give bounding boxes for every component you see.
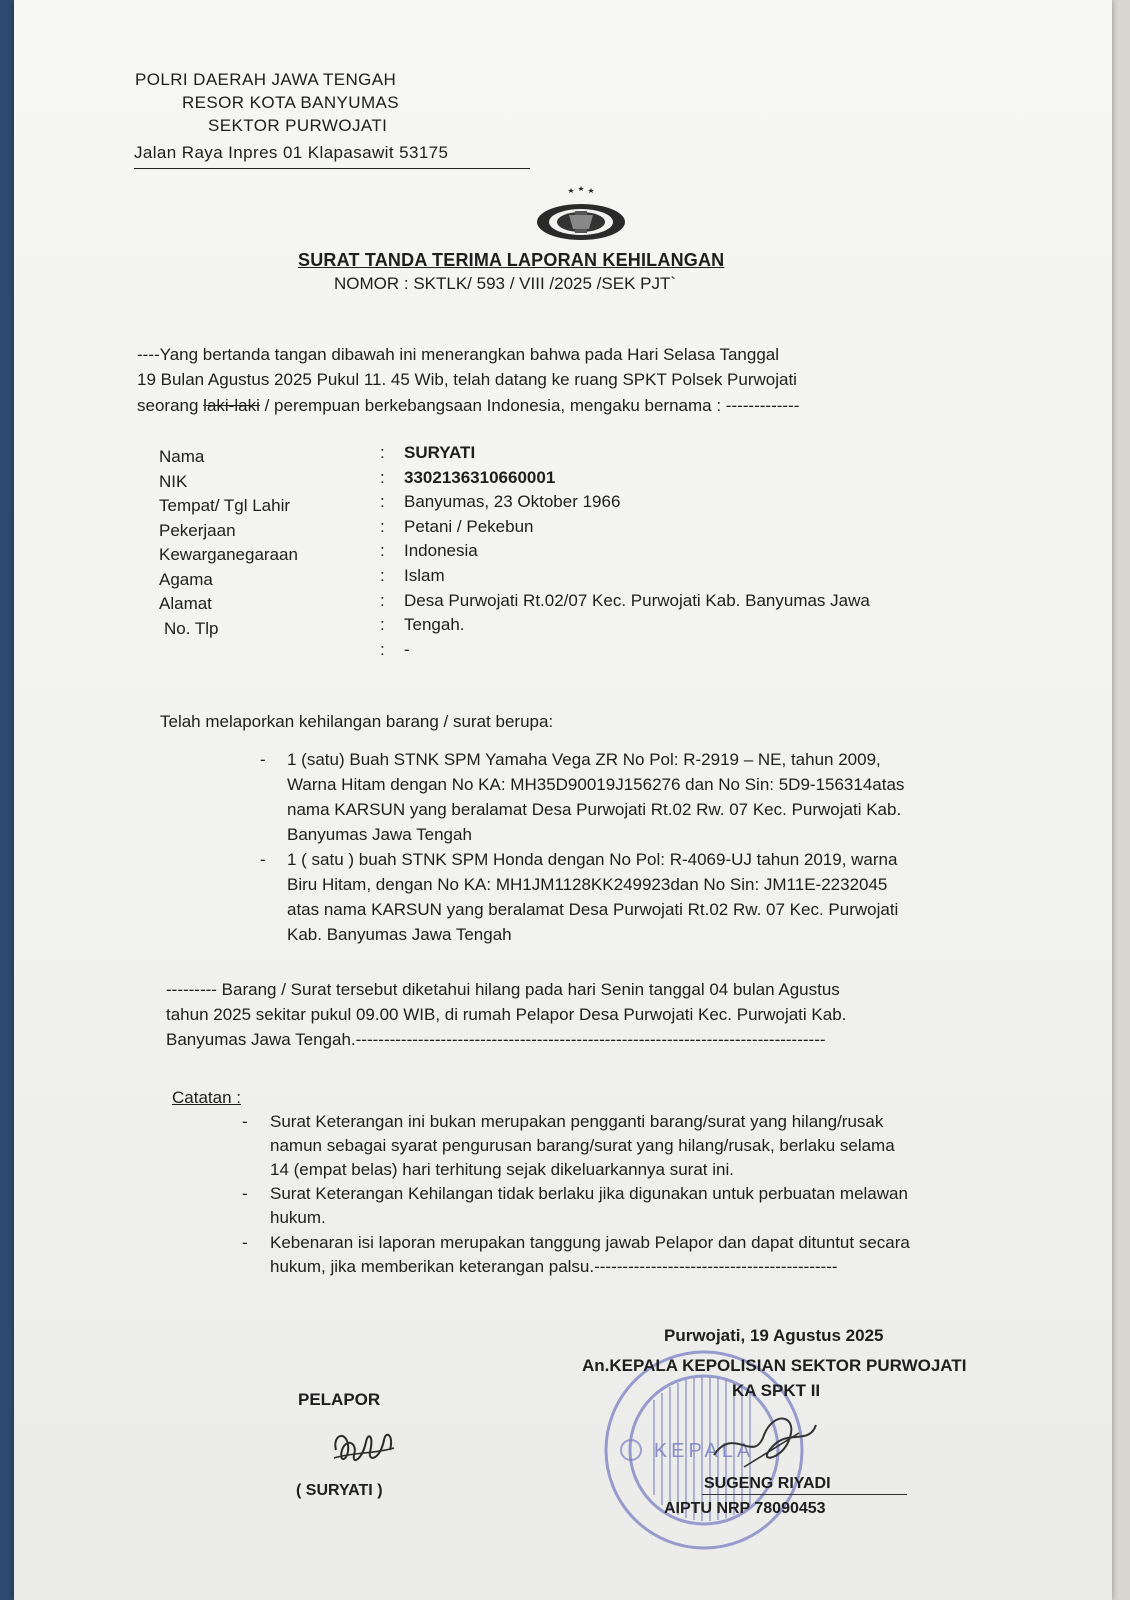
item1-line-3: nama KARSUN yang beralamat Desa Purwojati Rt.02 Rw. 07 Kec. Purwojati Kab.	[287, 800, 902, 819]
header-line-1: POLRI DAERAH JAWA TENGAH	[135, 70, 397, 89]
note1-line-1: Surat Keterangan ini bukan merupakan pengganti barang/surat yang hilang/rusak	[270, 1112, 884, 1131]
label-kewarganegaraan: Kewarganegaraan	[159, 545, 298, 564]
bullet: -	[242, 1112, 248, 1131]
header-underline	[134, 168, 530, 169]
label-nama: Nama	[159, 447, 205, 466]
bullet: -	[260, 850, 266, 869]
signatory-position: KA SPKT II	[732, 1381, 821, 1400]
note3-line-2: hukum, jika memberikan keterangan palsu.-------------------------------------------	[270, 1257, 838, 1276]
intro-line-3-start: seorang	[137, 396, 204, 415]
header-address: Jalan Raya Inpres 01 Klapasawit 53175	[134, 143, 449, 162]
officer-rank-nrp: AIPTU NRP 78090453	[664, 1500, 826, 1517]
item1-line-1: 1 (satu) Buah STNK SPM Yamaha Vega ZR No Pol: R-2919 – NE, tahun 2009,	[287, 750, 881, 769]
colon: :	[380, 566, 385, 585]
note1-line-2: namun sebagai syarat pengurusan barang/surat yang hilang/rusak, berlaku selama	[270, 1136, 895, 1155]
note2-line-1: Surat Keterangan Kehilangan tidak berlaku jika digunakan untuk perbuatan melawan	[270, 1184, 908, 1203]
item2-line-2: Biru Hitam, dengan No KA: MH1JM1128KK249923dan No Sin: JM11E-2232045	[287, 875, 888, 894]
colon: :	[380, 468, 385, 487]
officer-signature	[704, 1405, 824, 1475]
reporter-name: ( SURYATI )	[296, 1482, 383, 1499]
label-agama: Agama	[159, 570, 213, 589]
intro-line-1: ----Yang bertanda tangan dibawah ini menerangkan bahwa pada Hari Selasa Tanggal	[137, 345, 780, 364]
note1-line-3: 14 (empat belas) hari terhitung sejak dikeluarkannya surat ini.	[270, 1160, 734, 1179]
header-line-3: SEKTOR PURWOJATI	[208, 116, 388, 135]
label-ttl: Tempat/ Tgl Lahir	[159, 496, 291, 515]
value-agama: Islam	[404, 566, 445, 585]
lost-info-line-1: --------- Barang / Surat tersebut diketahui hilang pada hari Senin tanggal 04 bulan Agustus	[166, 980, 840, 999]
place-date: Purwojati, 19 Agustus 2025	[664, 1326, 884, 1345]
document-number: NOMOR : SKTLK/ 593 / VIII /2025 /SEK PJT`	[334, 274, 677, 293]
intro-line-3	[137, 396, 799, 416]
colon: :	[380, 517, 385, 536]
colon: :	[380, 640, 385, 659]
value-kewarganegaraan: Indonesia	[404, 541, 478, 560]
notes-heading: Catatan :	[172, 1088, 241, 1107]
struck-gender: laki-laki	[203, 396, 260, 415]
value-alamat-2: Tengah.	[404, 615, 465, 634]
colon: :	[380, 541, 385, 560]
note3-line-1: Kebenaran isi laporan merupakan tanggung jawab Pelapor dan dapat dituntut secara	[270, 1233, 910, 1252]
intro-line-3-end: / perempuan berkebangsaan Indonesia, mengaku bernama : -------------	[259, 396, 800, 415]
value-nik: 3302136310660001	[404, 468, 556, 487]
reporter-signature	[324, 1420, 404, 1475]
letter-paper	[14, 0, 1112, 1600]
header-line-2: RESOR KOTA BANYUMAS	[182, 93, 399, 112]
stamp-text: KEPALA	[653, 1440, 755, 1462]
officer-name-underline	[702, 1494, 907, 1495]
bullet: -	[242, 1184, 248, 1203]
label-pekerjaan: Pekerjaan	[159, 521, 236, 540]
bullet: -	[242, 1233, 248, 1252]
item2-line-4: Kab. Banyumas Jawa Tengah	[287, 925, 512, 944]
label-nik: NIK	[159, 472, 188, 491]
reporter-label: PELAPOR	[298, 1390, 381, 1409]
lost-info-line-3: Banyumas Jawa Tengah.-----------------------------------------------------------------------------------	[166, 1030, 826, 1049]
item1-line-2: Warna Hitam dengan No KA: MH35D90019J156276 dan No Sin: 5D9-156314atas	[287, 775, 905, 794]
colon: :	[380, 443, 385, 462]
label-alamat: Alamat	[159, 594, 212, 613]
intro-line-2: 19 Bulan Agustus 2025 Pukul 11. 45 Wib, telah datang ke ruang SPKT Polsek Purwojati	[137, 370, 797, 389]
police-emblem-icon	[529, 185, 629, 247]
value-no-tlp: -	[404, 640, 410, 659]
colon: :	[380, 492, 385, 511]
value-ttl: Banyumas, 23 Oktober 1966	[404, 492, 621, 511]
bullet: -	[260, 750, 266, 769]
value-alamat-1: Desa Purwojati Rt.02/07 Kec. Purwojati Kab. Banyumas Jawa	[404, 591, 870, 610]
document-title: SURAT TANDA TERIMA LAPORAN KEHILANGAN	[298, 250, 725, 270]
item2-line-1: 1 ( satu ) buah STNK SPM Honda dengan No Pol: R-4069-UJ tahun 2019, warna	[287, 850, 898, 869]
colon: :	[380, 591, 385, 610]
colon: :	[380, 615, 385, 634]
lost-info-line-2: tahun 2025 sekitar pukul 09.00 WIB, di rumah Pelapor Desa Purwojati Kec. Purwojati Kab.	[166, 1005, 847, 1024]
officer-name: SUGENG RIYADI	[704, 1475, 831, 1492]
item1-line-4: Banyumas Jawa Tengah	[287, 825, 472, 844]
value-pekerjaan: Petani / Pekebun	[404, 517, 534, 536]
item2-line-3: atas nama KARSUN yang beralamat Desa Purwojati Rt.02 Rw. 07 Kec. Purwojati	[287, 900, 899, 919]
signatory-on-behalf: An.KEPALA KEPOLISIAN SEKTOR PURWOJATI	[582, 1356, 967, 1375]
value-nama: SURYATI	[404, 443, 476, 462]
label-no-tlp: No. Tlp	[164, 619, 219, 638]
note2-line-2: hukum.	[270, 1208, 326, 1227]
report-intro: Telah melaporkan kehilangan barang / surat berupa:	[160, 712, 554, 731]
